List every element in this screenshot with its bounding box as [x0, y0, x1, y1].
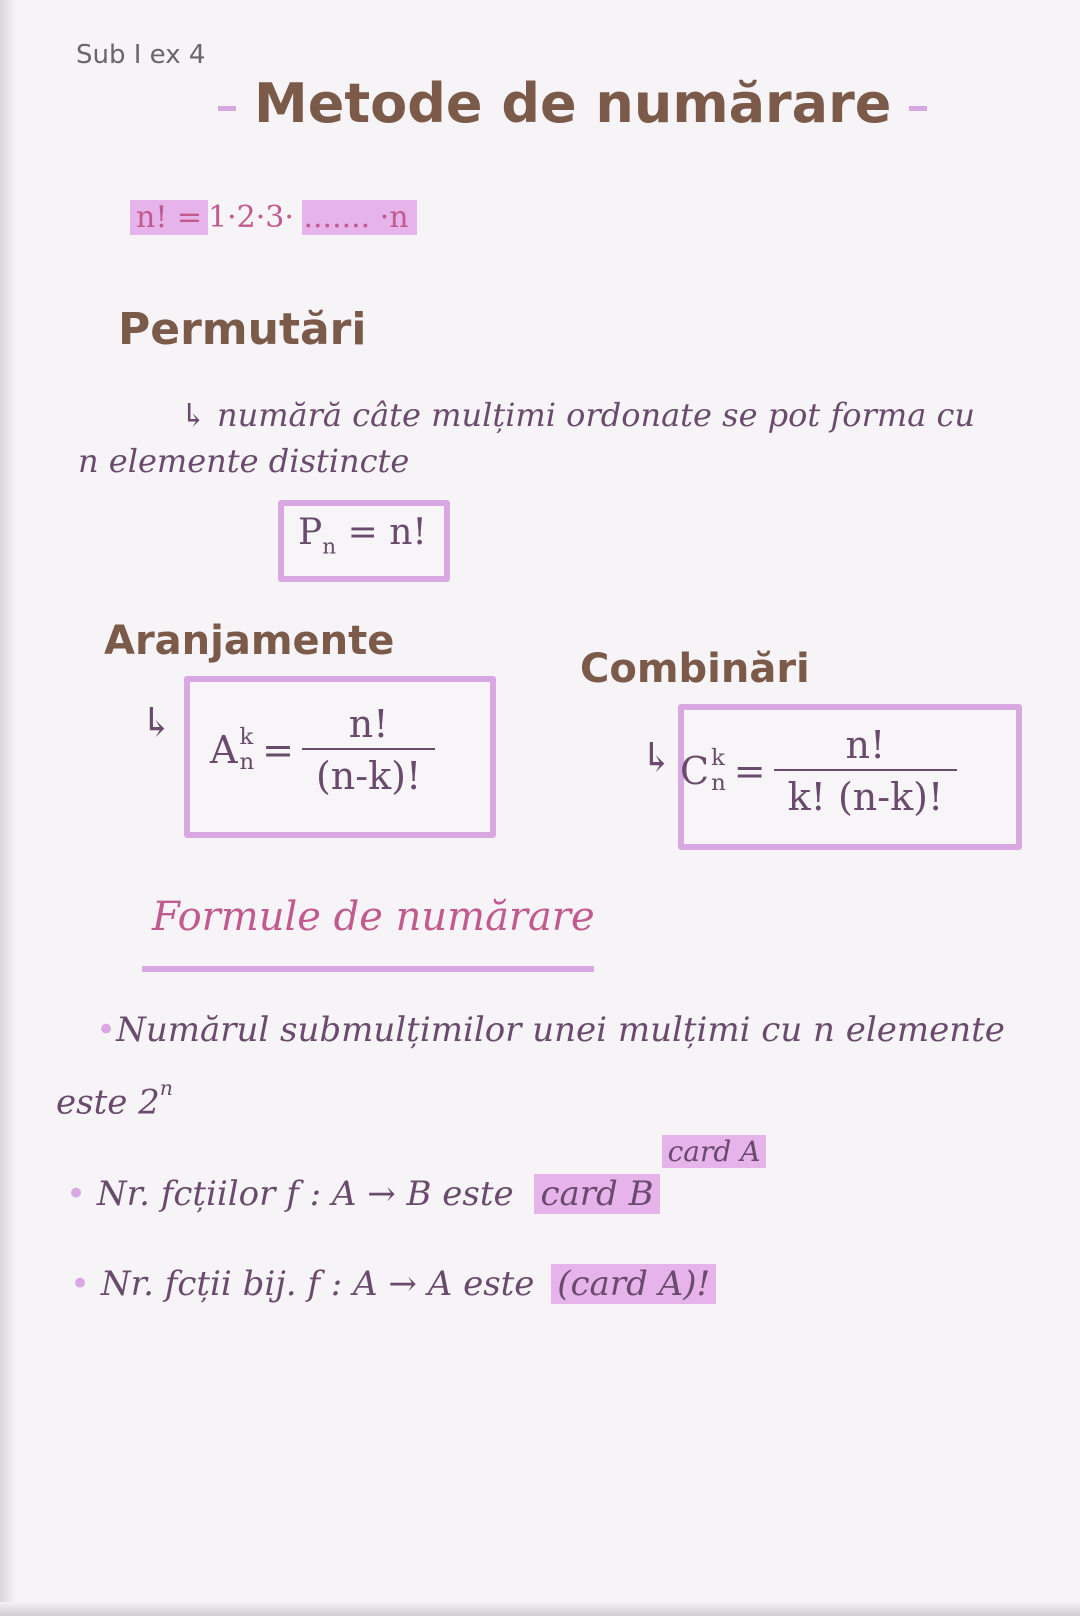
- perm-symbol: P: [298, 512, 323, 553]
- aran-num: n!: [348, 702, 389, 746]
- item2-sup: card A: [662, 1135, 767, 1168]
- formule-item-3: • Nr. fcții bij. f : A → A este (card A)!: [70, 1264, 716, 1304]
- title-dash-left: [218, 106, 236, 111]
- item1-line2-sup: n: [159, 1076, 173, 1100]
- item2-highlight: card B: [534, 1174, 659, 1214]
- item3-highlight: (card A)!: [551, 1264, 716, 1304]
- formule-item-1-line1: •Numărul submulțimilor unei mulțimi cu n elemente: [96, 1010, 1005, 1050]
- corner-note: Sub I ex 4: [76, 40, 206, 70]
- combinari-formula: [680, 712, 957, 830]
- comb-sup: k: [711, 744, 725, 771]
- item1-line2-text: este 2: [56, 1082, 160, 1123]
- formule-item-1-line2: [56, 1076, 173, 1122]
- item1-text: Numărul submulțimilor unei mulțimi cu n elemente: [116, 1010, 1005, 1050]
- factorial-lhs: n! =: [130, 200, 208, 235]
- factorial-rhs: 1·2·3· ....... ·n: [208, 200, 417, 235]
- title-dash-right: [909, 106, 927, 111]
- comb-eq: =: [733, 749, 766, 793]
- aran-den: (n-k)!: [302, 748, 435, 798]
- aran-sub: n: [239, 749, 255, 775]
- aranjamente-heading: Aranjamente: [104, 618, 395, 664]
- comb-sub: n: [711, 770, 726, 796]
- permutari-heading: Permutări: [118, 304, 367, 355]
- combinari-heading: Combinări: [580, 646, 810, 692]
- permutari-formula: [298, 512, 427, 560]
- formule-underline: [142, 966, 594, 972]
- formule-item-2: • Nr. fcțiilor f : A → B este card $B^{card A}$: [66, 1174, 766, 1214]
- comb-num: n!: [845, 723, 886, 767]
- page-title-row: [200, 72, 945, 135]
- page-title: Metode de numărare: [254, 72, 892, 135]
- factorial-formula: [130, 200, 417, 235]
- permutari-desc-2: n elemente distincte: [78, 442, 410, 480]
- aran-sup: k: [239, 723, 254, 750]
- permutari-desc-1: ↳ numără câte mulțimi ordonate se pot forma cu: [180, 396, 975, 434]
- aranjamente-arrow: ↳: [140, 700, 174, 746]
- comb-fraction: [774, 723, 958, 819]
- aran-symbol: A: [210, 728, 238, 772]
- aran-fraction: [302, 702, 435, 798]
- combinari-arrow: ↳: [640, 735, 674, 781]
- perm-rhs: = n!: [347, 512, 427, 553]
- perm-sub: n: [322, 534, 337, 560]
- comb-symbol: C: [680, 749, 710, 793]
- item2-text: Nr. fcțiilor f : A → B este: [96, 1174, 514, 1214]
- item3-text: Nr. fcții bij. f : A → A este: [100, 1264, 535, 1304]
- formule-heading: Formule de numărare: [152, 894, 595, 940]
- aranjamente-formula: [210, 690, 435, 810]
- comb-den: k! (n-k)!: [774, 769, 958, 819]
- aran-eq: =: [262, 728, 294, 772]
